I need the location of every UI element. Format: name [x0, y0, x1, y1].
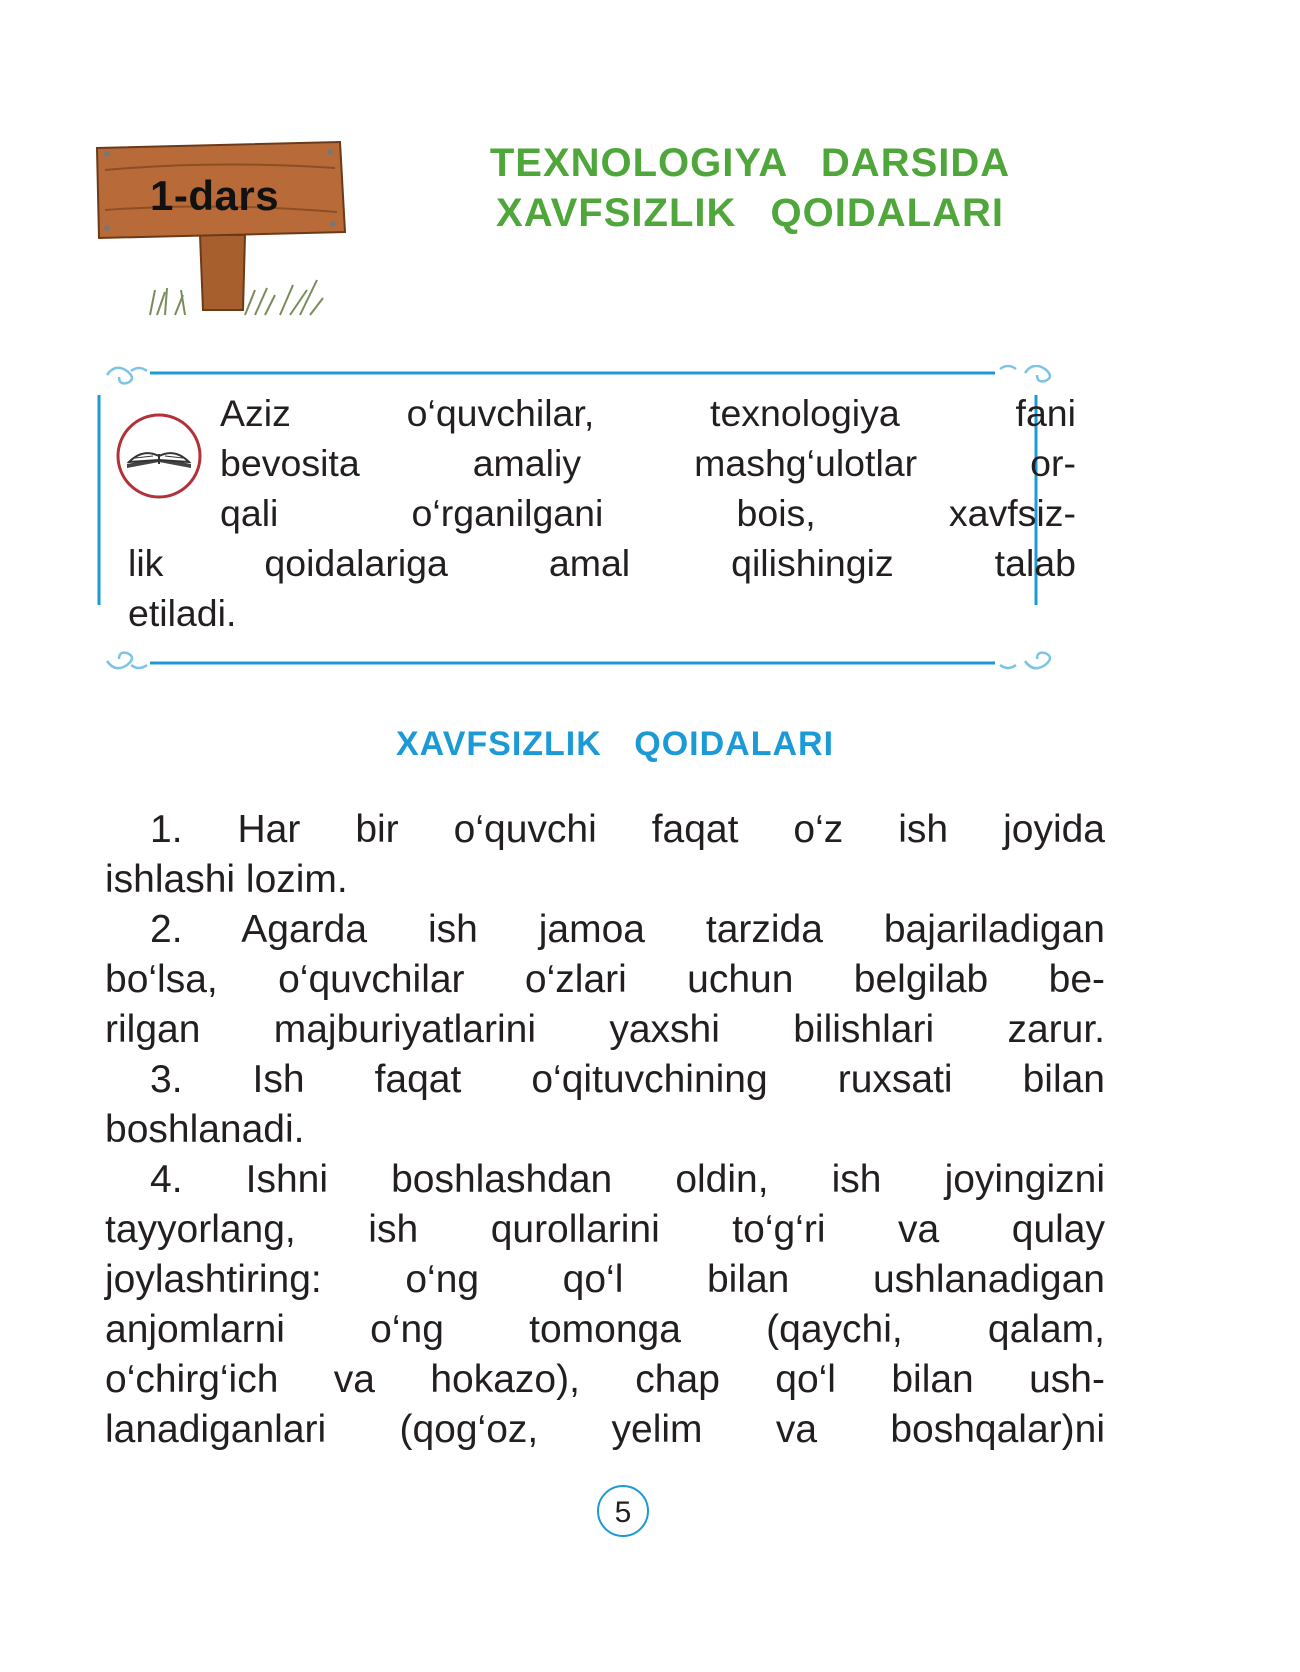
title-line-1: TEXNOLOGIYA DARSIDA [489, 141, 1011, 185]
rule-line: 3. Ish faqat o‘qituvchining ruxsati bilan [150, 1058, 1105, 1101]
rule-line: ishlashi lozim. [105, 858, 348, 901]
intro-line: etiladi. [128, 592, 237, 634]
rule-line: tayyorlang, ish qurollarini to‘g‘ri va qulay [105, 1208, 1105, 1251]
rule-line: o‘chirg‘ich va hokazo), chap qo‘l bilan ush- [105, 1358, 1105, 1401]
rules-list [105, 805, 1105, 1455]
page-title [420, 138, 1080, 238]
rule-line: rilgan majburiyatlarini yaxshi bilishlari zarur. [105, 1008, 1105, 1051]
lesson-number: 1-dars [150, 172, 280, 219]
rule-line: anjomlarni o‘ng tomonga (qaychi, qalam, [105, 1308, 1105, 1351]
rule-line: joylashtiring: o‘ng qo‘l bilan ushlanadigan [105, 1258, 1105, 1301]
rule-line: 4. Ishni boshlashdan oldin, ish joyingizni [150, 1158, 1105, 1201]
rule-line: 2. Agarda ish jamoa tarzida bajariladigan [150, 908, 1105, 951]
intro-line: Aziz o‘quvchilar, texnologiya fani [220, 392, 1076, 434]
page-number: 5 [597, 1485, 649, 1537]
rule-line: boshlanadi. [105, 1108, 305, 1151]
section-title: XAVFSIZLIK QOIDALARI [395, 725, 835, 763]
intro-line: bevosita amaliy mashg‘ulotlar or- [220, 442, 1076, 484]
title-line-2: XAVFSIZLIK QOIDALARI [496, 191, 1004, 235]
intro-paragraph [128, 388, 1076, 638]
lesson-sign-illustration [95, 140, 365, 340]
intro-line: qali o‘rganilgani bois, xavfsiz- [220, 492, 1076, 534]
rule-line: lanadiganlari (qog‘oz, yelim va boshqalar)ni [105, 1408, 1105, 1451]
rule-line: 1. Har bir o‘quvchi faqat o‘z ish joyida [150, 808, 1105, 851]
intro-line: lik qoidalariga amal qilishingiz talab [128, 542, 1076, 584]
rule-line: bo‘lsa, o‘quvchilar o‘zlari uchun belgilab be- [105, 958, 1105, 1001]
